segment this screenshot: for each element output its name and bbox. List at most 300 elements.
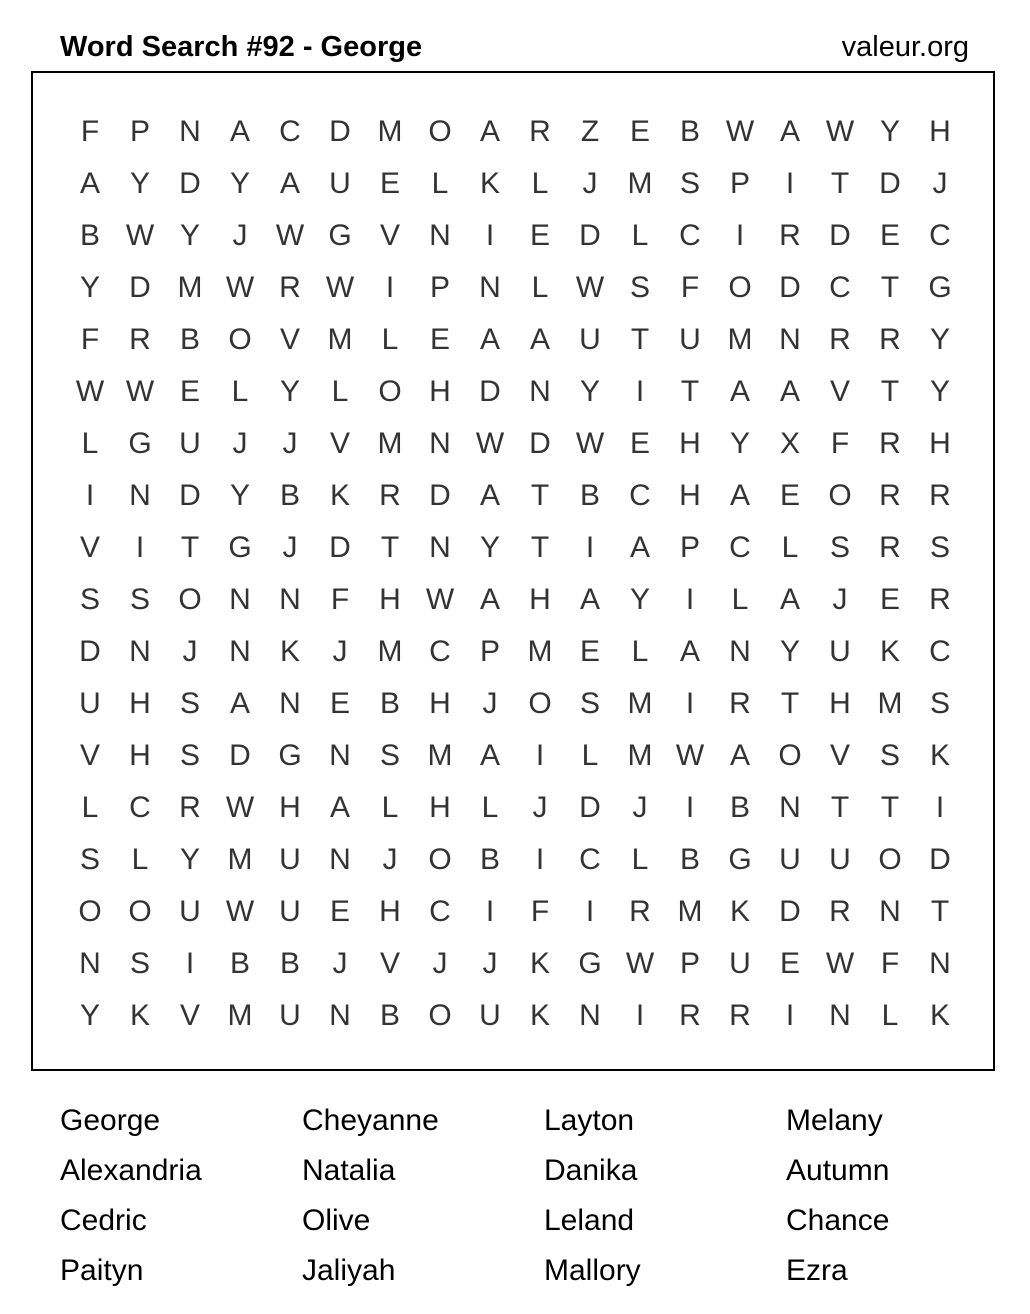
grid-letter: T — [530, 531, 550, 564]
grid-letter: P — [429, 271, 450, 304]
grid-letter: R — [929, 479, 951, 512]
word-list-item: Olive — [302, 1204, 371, 1237]
grid-letter: K — [729, 895, 750, 928]
grid-letter: I — [585, 531, 595, 564]
grid-letter: H — [279, 791, 301, 824]
grid-letter: W — [225, 791, 255, 824]
grid-letter: L — [431, 167, 449, 200]
grid-letter: G — [278, 739, 302, 772]
grid-letter: A — [629, 531, 650, 564]
grid-letter: B — [379, 999, 400, 1032]
grid-letter: U — [179, 427, 201, 460]
grid-letter: W — [225, 895, 255, 928]
grid-letter: T — [830, 791, 850, 824]
grid-letter: D — [179, 167, 201, 200]
grid-letter: R — [929, 583, 951, 616]
grid-letter: W — [275, 219, 305, 252]
grid-letter: I — [635, 999, 645, 1032]
grid-letter: G — [728, 843, 752, 876]
grid-letter: W — [675, 739, 705, 772]
grid-letter: D — [779, 271, 801, 304]
grid-letter: E — [179, 375, 200, 408]
grid-letter: R — [629, 895, 651, 928]
grid-letter: N — [229, 583, 251, 616]
grid-letter: D — [79, 635, 101, 668]
grid-letter: I — [935, 791, 945, 824]
grid-letter: O — [528, 687, 552, 720]
grid-letter: U — [179, 895, 201, 928]
grid-letter: R — [729, 687, 751, 720]
grid-letter: A — [79, 167, 100, 200]
grid-letter: A — [479, 115, 500, 148]
grid-letter: M — [227, 843, 253, 876]
grid-letter: Y — [729, 427, 750, 460]
grid-letter: Y — [879, 115, 900, 148]
grid-letter: H — [129, 739, 151, 772]
word-list-item: Cedric — [60, 1204, 147, 1237]
grid-letter: N — [929, 947, 951, 980]
grid-letter: D — [329, 115, 351, 148]
grid-letter: R — [879, 323, 901, 356]
letter-grid — [65, 106, 965, 1042]
grid-letter: K — [329, 479, 350, 512]
grid-letter: K — [129, 999, 150, 1032]
grid-letter: G — [128, 427, 152, 460]
grid-letter: H — [829, 687, 851, 720]
grid-letter: W — [575, 427, 605, 460]
grid-letter: L — [631, 219, 649, 252]
grid-letter: K — [929, 999, 950, 1032]
grid-letter: C — [929, 219, 951, 252]
grid-letter: J — [232, 427, 248, 460]
grid-letter: U — [279, 895, 301, 928]
word-list-item: Danika — [544, 1154, 638, 1187]
grid-letter: N — [879, 895, 901, 928]
grid-letter: I — [685, 791, 695, 824]
grid-letter: J — [382, 843, 398, 876]
grid-letter: A — [729, 739, 750, 772]
word-list-item: Melany — [786, 1104, 883, 1137]
grid-letter: G — [578, 947, 602, 980]
grid-letter: M — [877, 687, 903, 720]
grid-letter: A — [329, 791, 350, 824]
grid-letter: J — [832, 583, 848, 616]
grid-letter: Y — [179, 843, 200, 876]
grid-letter: A — [729, 375, 750, 408]
grid-letter: O — [428, 999, 452, 1032]
grid-letter: T — [880, 271, 900, 304]
grid-letter: E — [779, 479, 800, 512]
grid-letter: L — [531, 167, 549, 200]
grid-letter: S — [829, 531, 850, 564]
word-list-item: Mallory — [544, 1254, 641, 1287]
grid-letter: M — [377, 115, 403, 148]
grid-letter: H — [929, 427, 951, 460]
grid-letter: N — [529, 375, 551, 408]
grid-letter: N — [779, 791, 801, 824]
grid-letter: E — [579, 635, 600, 668]
grid-letter: T — [180, 531, 200, 564]
grid-letter: B — [679, 843, 700, 876]
grid-letter: R — [179, 791, 201, 824]
grid-letter: W — [225, 271, 255, 304]
grid-letter: W — [625, 947, 655, 980]
grid-letter: O — [878, 843, 902, 876]
grid-letter: W — [325, 271, 355, 304]
word-list-item: Ezra — [786, 1254, 848, 1287]
grid-letter: U — [479, 999, 501, 1032]
grid-letter: A — [229, 115, 250, 148]
grid-letter: Y — [629, 583, 650, 616]
grid-letter: U — [779, 843, 801, 876]
grid-letter: F — [680, 271, 700, 304]
word-list-item: Layton — [544, 1104, 635, 1137]
grid-letter: H — [379, 583, 401, 616]
grid-letter: N — [279, 687, 301, 720]
grid-letter: U — [679, 323, 701, 356]
grid-letter: J — [482, 687, 498, 720]
grid-letter: N — [329, 739, 351, 772]
grid-letter: I — [385, 271, 395, 304]
grid-letter: H — [379, 895, 401, 928]
grid-letter: I — [685, 687, 695, 720]
grid-letter: S — [679, 167, 700, 200]
grid-letter: V — [179, 999, 200, 1032]
grid-letter: L — [631, 843, 649, 876]
grid-letter: S — [579, 687, 600, 720]
grid-letter: I — [135, 531, 145, 564]
grid-letter: D — [779, 895, 801, 928]
grid-letter: V — [279, 323, 300, 356]
word-list-item: Natalia — [302, 1154, 396, 1187]
grid-letter: E — [779, 947, 800, 980]
grid-letter: H — [429, 791, 451, 824]
grid-letter: K — [929, 739, 950, 772]
grid-letter: T — [880, 791, 900, 824]
grid-letter: D — [329, 531, 351, 564]
grid-letter: N — [729, 635, 751, 668]
grid-letter: J — [332, 635, 348, 668]
grid-letter: E — [329, 895, 350, 928]
grid-letter: J — [482, 947, 498, 980]
word-list-item: Chance — [786, 1204, 890, 1237]
grid-letter: U — [329, 167, 351, 200]
grid-letter: S — [379, 739, 400, 772]
grid-letter: L — [581, 739, 599, 772]
grid-letter: A — [279, 167, 300, 200]
grid-letter: E — [329, 687, 350, 720]
grid-letter: Y — [129, 167, 150, 200]
grid-letter: O — [828, 479, 852, 512]
grid-letter: N — [129, 635, 151, 668]
grid-letter: J — [232, 219, 248, 252]
grid-letter: G — [928, 271, 952, 304]
grid-letter: B — [179, 323, 200, 356]
grid-letter: O — [378, 375, 402, 408]
grid-letter: A — [779, 583, 800, 616]
grid-letter: V — [379, 219, 400, 252]
grid-letter: I — [185, 947, 195, 980]
word-list-item: Leland — [544, 1204, 635, 1237]
grid-letter: W — [725, 115, 755, 148]
grid-letter: V — [79, 531, 100, 564]
grid-letter: R — [879, 427, 901, 460]
grid-letter: Y — [179, 219, 200, 252]
grid-letter: S — [79, 843, 100, 876]
grid-letter: T — [930, 895, 950, 928]
grid-letter: B — [729, 791, 750, 824]
grid-letter: S — [129, 583, 150, 616]
grid-letter: V — [379, 947, 400, 980]
grid-letter: I — [635, 375, 645, 408]
grid-letter: M — [527, 635, 553, 668]
grid-letter: Y — [579, 375, 600, 408]
grid-letter: O — [428, 115, 452, 148]
grid-letter: J — [932, 167, 948, 200]
grid-letter: I — [535, 843, 545, 876]
grid-letter: V — [829, 375, 850, 408]
word-list-item: Alexandria — [60, 1154, 202, 1187]
grid-letter: N — [179, 115, 201, 148]
grid-letter: B — [279, 479, 300, 512]
grid-letter: K — [879, 635, 900, 668]
grid-letter: M — [627, 167, 653, 200]
word-list — [60, 1096, 1028, 1296]
grid-letter: J — [182, 635, 198, 668]
grid-letter: U — [279, 843, 301, 876]
grid-letter: D — [529, 427, 551, 460]
grid-letter: M — [227, 999, 253, 1032]
grid-letter: K — [529, 999, 550, 1032]
grid-letter: S — [929, 687, 950, 720]
grid-letter: T — [630, 323, 650, 356]
grid-letter: M — [377, 427, 403, 460]
word-list-item: Cheyanne — [302, 1104, 439, 1137]
grid-letter: C — [929, 635, 951, 668]
grid-letter: C — [729, 531, 751, 564]
grid-letter: B — [79, 219, 100, 252]
grid-letter: R — [829, 895, 851, 928]
grid-letter: A — [479, 739, 500, 772]
grid-letter: D — [579, 791, 601, 824]
grid-letter: H — [529, 583, 551, 616]
grid-letter: O — [778, 739, 802, 772]
grid-letter: T — [830, 167, 850, 200]
grid-letter: D — [829, 219, 851, 252]
grid-letter: R — [279, 271, 301, 304]
grid-letter: L — [781, 531, 799, 564]
grid-letter: O — [228, 323, 252, 356]
grid-letter: N — [429, 219, 451, 252]
grid-letter: F — [330, 583, 350, 616]
grid-letter: A — [529, 323, 550, 356]
grid-letter: L — [881, 999, 899, 1032]
grid-letter: W — [425, 583, 455, 616]
grid-letter: A — [779, 375, 800, 408]
grid-letter: U — [829, 843, 851, 876]
grid-letter: C — [279, 115, 301, 148]
grid-letter: I — [585, 895, 595, 928]
grid-letter: J — [532, 791, 548, 824]
grid-letter: L — [81, 427, 99, 460]
grid-letter: J — [282, 531, 298, 564]
grid-letter: B — [579, 479, 600, 512]
grid-letter: G — [328, 219, 352, 252]
grid-letter: N — [329, 999, 351, 1032]
grid-letter: N — [829, 999, 851, 1032]
grid-letter: Y — [279, 375, 300, 408]
grid-letter: E — [879, 219, 900, 252]
grid-letter: M — [377, 635, 403, 668]
grid-letter: S — [79, 583, 100, 616]
grid-letter: L — [481, 791, 499, 824]
grid-letter: A — [579, 583, 600, 616]
grid-letter: F — [80, 323, 100, 356]
grid-letter: N — [429, 427, 451, 460]
grid-letter: O — [728, 271, 752, 304]
grid-letter: R — [729, 999, 751, 1032]
grid-letter: Y — [229, 479, 250, 512]
grid-letter: W — [125, 219, 155, 252]
grid-letter: U — [579, 323, 601, 356]
grid-letter: T — [880, 375, 900, 408]
grid-letter: R — [829, 323, 851, 356]
grid-letter: I — [535, 739, 545, 772]
word-list-item: George — [60, 1104, 161, 1137]
word-list-item: Autumn — [786, 1154, 890, 1187]
grid-letter: Y — [479, 531, 500, 564]
grid-letter: R — [879, 479, 901, 512]
grid-letter: L — [231, 375, 249, 408]
grid-letter: B — [479, 843, 500, 876]
grid-letter: H — [429, 687, 451, 720]
grid-letter: P — [679, 947, 700, 980]
grid-letter: V — [329, 427, 350, 460]
grid-letter: I — [485, 219, 495, 252]
grid-letter: R — [529, 115, 551, 148]
grid-letter: J — [632, 791, 648, 824]
grid-letter: E — [529, 219, 550, 252]
grid-letter: L — [731, 583, 749, 616]
grid-letter: D — [179, 479, 201, 512]
grid-letter: A — [679, 635, 700, 668]
grid-letter: W — [825, 115, 855, 148]
grid-letter: C — [679, 219, 701, 252]
grid-letter: O — [128, 895, 152, 928]
grid-letter: N — [579, 999, 601, 1032]
grid-letter: S — [629, 271, 650, 304]
grid-letter: M — [727, 323, 753, 356]
grid-letter: P — [479, 635, 500, 668]
grid-letter: E — [629, 427, 650, 460]
grid-letter: W — [75, 375, 105, 408]
grid-letter: I — [785, 167, 795, 200]
grid-letter: N — [329, 843, 351, 876]
grid-letter: C — [829, 271, 851, 304]
word-list-item: Paityn — [60, 1254, 144, 1287]
grid-letter: L — [131, 843, 149, 876]
grid-letter: L — [331, 375, 349, 408]
grid-letter: E — [629, 115, 650, 148]
puzzle-frame — [31, 71, 995, 1071]
grid-letter: Y — [229, 167, 250, 200]
grid-letter: T — [780, 687, 800, 720]
grid-letter: U — [829, 635, 851, 668]
grid-letter: H — [929, 115, 951, 148]
grid-letter: W — [575, 271, 605, 304]
grid-letter: X — [779, 427, 800, 460]
grid-letter: R — [879, 531, 901, 564]
grid-letter: R — [379, 479, 401, 512]
grid-letter: O — [178, 583, 202, 616]
grid-letter: C — [579, 843, 601, 876]
grid-letter: P — [679, 531, 700, 564]
grid-letter: C — [629, 479, 651, 512]
grid-letter: I — [85, 479, 95, 512]
grid-letter: M — [177, 271, 203, 304]
grid-letter: M — [677, 895, 703, 928]
grid-letter: A — [229, 687, 250, 720]
grid-letter: F — [80, 115, 100, 148]
grid-letter: P — [129, 115, 150, 148]
grid-letter: L — [531, 271, 549, 304]
grid-letter: K — [279, 635, 300, 668]
grid-letter: R — [779, 219, 801, 252]
grid-letter: B — [379, 687, 400, 720]
grid-letter: E — [379, 167, 400, 200]
grid-letter: B — [679, 115, 700, 148]
grid-letter: I — [735, 219, 745, 252]
grid-letter: L — [381, 323, 399, 356]
grid-letter: J — [582, 167, 598, 200]
grid-letter: N — [479, 271, 501, 304]
grid-letter: F — [880, 947, 900, 980]
grid-letter: A — [479, 479, 500, 512]
grid-letter: R — [129, 323, 151, 356]
grid-letter: M — [427, 739, 453, 772]
grid-letter: D — [429, 479, 451, 512]
grid-letter: A — [779, 115, 800, 148]
grid-letter: U — [729, 947, 751, 980]
grid-letter: M — [327, 323, 353, 356]
grid-letter: N — [429, 531, 451, 564]
grid-letter: I — [685, 583, 695, 616]
grid-letter: I — [785, 999, 795, 1032]
grid-letter: T — [530, 479, 550, 512]
grid-letter: D — [129, 271, 151, 304]
grid-letter: E — [879, 583, 900, 616]
grid-letter: S — [129, 947, 150, 980]
grid-letter: M — [627, 739, 653, 772]
grid-letter: A — [479, 323, 500, 356]
grid-letter: O — [78, 895, 102, 928]
grid-letter: V — [829, 739, 850, 772]
grid-letter: L — [81, 791, 99, 824]
grid-letter: C — [129, 791, 151, 824]
grid-letter: U — [79, 687, 101, 720]
grid-letter: D — [479, 375, 501, 408]
grid-letter: F — [830, 427, 850, 460]
grid-letter: M — [627, 687, 653, 720]
grid-letter: Z — [580, 115, 600, 148]
grid-letter: K — [529, 947, 550, 980]
grid-letter: S — [179, 687, 200, 720]
grid-letter: N — [129, 479, 151, 512]
grid-letter: S — [179, 739, 200, 772]
grid-letter: T — [680, 375, 700, 408]
grid-letter: B — [229, 947, 250, 980]
grid-letter: L — [631, 635, 649, 668]
